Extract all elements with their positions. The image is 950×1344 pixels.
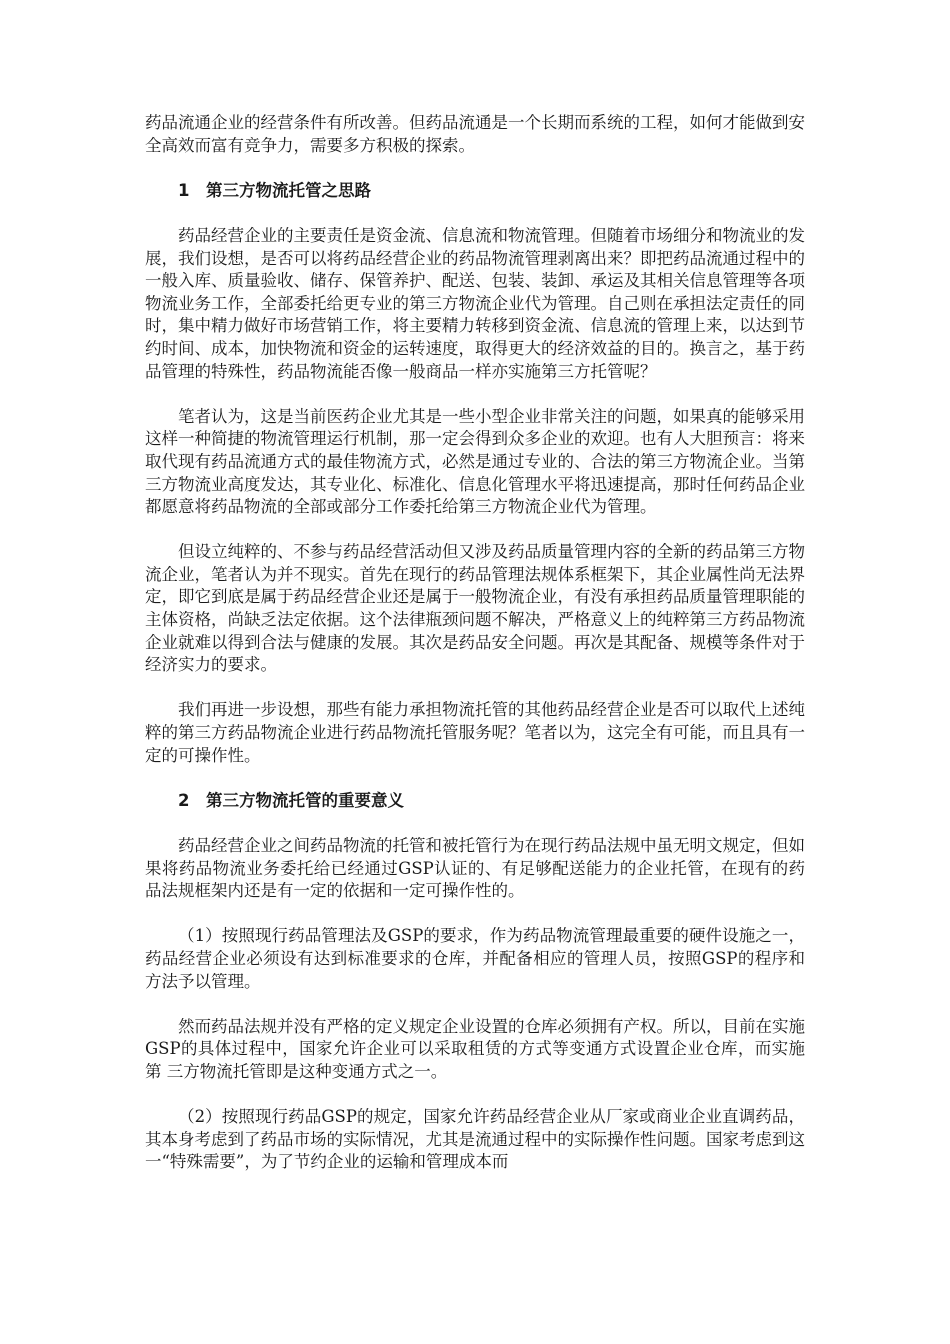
paragraph-2: 笔者认为，这是当前医药企业尤其是一些小型企业非常关注的问题，如果真的能够采用这样一种简捷的物流管理运行机制，那一定会得到众多企业的欢迎。也有人大胆预言：将来取代现有药品流通方式的最佳物流方式，必然是通过专业的、合法的第三方物流企业。当第三方物流业高度发达，其专业化、标准化、信息化管理水平将迅速提高，那时任何药品企业都愿意将药品物流的全部或部分工作委托给第三方物流企业代为管理。	[145, 406, 805, 517]
section-number-2: 2	[178, 790, 190, 810]
section-heading-2	[145, 790, 805, 813]
section-title-2: 第三方物流托管的重要意义	[206, 790, 404, 810]
paragraph-intro: 药品流通企业的经营条件有所改善。但药品流通是一个长期而系统的工程，如何才能做到安全高效而富有竞争力，需要多方积极的探索。	[145, 113, 805, 155]
paragraph-4: 我们再进一步设想，那些有能力承担物流托管的其他药品经营企业是否可以取代上述纯粹的第三方药品物流企业进行药品物流托管服务呢？笔者以为，这完全有可能，而且具有一定的可操作性。	[145, 700, 805, 765]
document-page	[145, 112, 805, 1197]
section-number-1: 1	[178, 180, 190, 200]
section-title-1: 第三方物流托管之思路	[206, 180, 371, 200]
paragraph-5: 药品经营企业之间药品物流的托管和被托管行为在现行药品法规中虽无明文规定，但如果将药品物流业务委托给已经通过GSP认证的、有足够配送能力的企业托管，在现有的药品法规框架内还是有一定的依据和一定可操作性的。	[145, 836, 805, 901]
paragraph-8: （2）按照现行药品GSP的规定，国家允许药品经营企业从厂家或商业企业直调药品，其本身考虑到了药品市场的实际情况，尤其是流通过程中的实际操作性问题。国家考虑到这一“特殊需要”，为了节约企业的运输和管理成本而	[145, 1107, 805, 1172]
section-heading-1	[145, 180, 805, 203]
paragraph-1: 药品经营企业的主要责任是资金流、信息流和物流管理。但随着市场细分和物流业的发展，我们设想，是否可以将药品经营企业的药品物流管理剥离出来？即把药品流通过程中的一般入库、质量验收、储存、保管养护、配送、包装、装卸、承运及其相关信息管理等各项物流业务工作，全部委托给更专业的第三方物流企业代为管理。自己则在承担法定责任的同时，集中精力做好市场营销工作，将主要精力转移到资金流、信息流的管理上来，以达到节约时间、成本，加快物流和资金的运转速度，取得更大的经济效益的目的。换言之，基于药品管理的特殊性，药品物流能否像一般商品一样亦实施第三方托管呢？	[145, 225, 805, 381]
paragraph-6: （1）按照现行药品管理法及GSP的要求，作为药品物流管理最重要的硬件设施之一，药品经营企业必须设有达到标准要求的仓库，并配备相应的管理人员，按照GSP的程序和方法予以管理。	[145, 926, 805, 991]
paragraph-7: 然而药品法规并没有严格的定义规定企业设置的仓库必须拥有产权。所以，目前在实施GSP的具体过程中，国家允许企业可以采取租赁的方式等变通方式设置企业仓库，而实施第 三方物流托管即是这种变通方式之一。	[145, 1016, 805, 1081]
paragraph-3: 但设立纯粹的、不参与药品经营活动但又涉及药品质量管理内容的全新的药品第三方物流企业，笔者认为并不现实。首先在现行的药品管理法规体系框架下，其企业属性尚无法界定，即它到底是属于药品经营企业还是属于一般物流企业，有没有承担药品质量管理职能的主体资格，尚缺乏法定依据。这个法律瓶颈问题不解决，严格意义上的纯粹第三方药品物流企业就难以得到合法与健康的发展。其次是药品安全问题。再次是其配备、规模等条件对于经济实力的要求。	[145, 542, 805, 675]
